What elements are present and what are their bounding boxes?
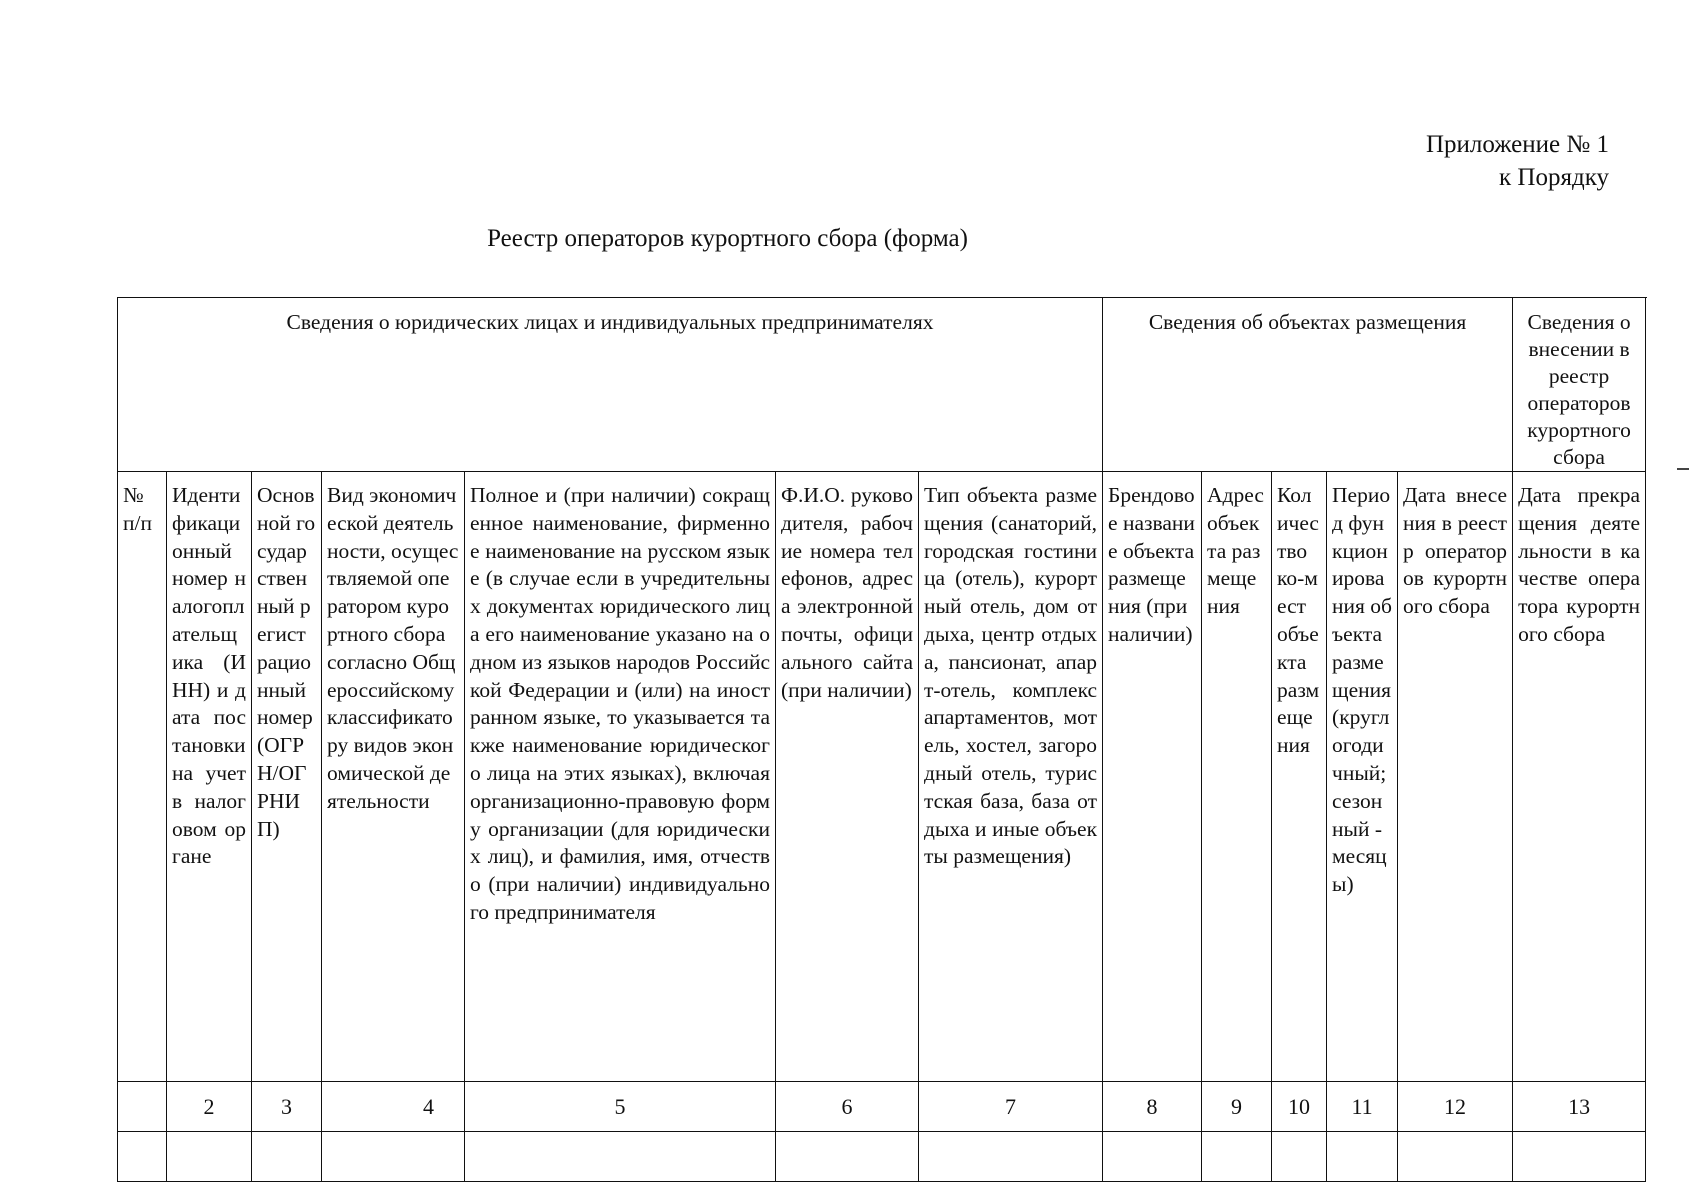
group-header-row (118, 298, 1646, 472)
column-number-row (118, 1082, 1646, 1132)
column-header-row (118, 472, 1646, 1082)
col-header-ogrn: Основной государственный регистрационный номер (ОГРН/ОГРНИП) (252, 472, 322, 1082)
col-number: 6 (776, 1082, 919, 1132)
col-number: 5 (465, 1082, 776, 1132)
col-header-operation-period: Период функционирования объекта размещения (круглогодичный; сезонный - месяцы) (1327, 472, 1398, 1082)
empty-cell (776, 1132, 919, 1182)
margin-tick-mark (1677, 468, 1689, 470)
group-accommodation-objects: Сведения об объектах размещения (1103, 298, 1513, 472)
col-number: 4 (322, 1082, 465, 1132)
col-header-bed-count: Количество ко-мест объекта размещения (1272, 472, 1327, 1082)
empty-cell (1202, 1132, 1272, 1182)
empty-cell (322, 1132, 465, 1182)
empty-cell (465, 1132, 776, 1182)
col-number: 9 (1202, 1082, 1272, 1132)
appendix-reference: к Порядку (1499, 164, 1609, 191)
col-number: 8 (1103, 1082, 1202, 1132)
col-header-inclusion-date: Дата внесения в реестр операторов курортного сбора (1398, 472, 1513, 1082)
group-legal-entities: Сведения о юридических лицах и индивидуальных предпринимателях (118, 298, 1103, 472)
col-number: 3 (252, 1082, 322, 1132)
col-header-inn: Идентификационный номер налогоплательщика (ИНН) и дата постановки на учет в налоговом органе (167, 472, 252, 1082)
col-number: 7 (919, 1082, 1103, 1132)
col-number: 12 (1398, 1082, 1513, 1132)
col-number: 2 (167, 1082, 252, 1132)
empty-cell (167, 1132, 252, 1182)
empty-cell (252, 1132, 322, 1182)
col-header-number: № п/п (118, 472, 167, 1082)
col-number (118, 1082, 167, 1132)
empty-cell (919, 1132, 1103, 1182)
document-title: Реестр операторов курортного сбора (форма) (487, 225, 968, 252)
col-number: 13 (1513, 1082, 1646, 1132)
appendix-number: Приложение № 1 (1425, 131, 1609, 158)
appendix-caption (1426, 128, 1609, 194)
empty-data-row (118, 1132, 1646, 1182)
col-header-activity-type: Вид экономической деятельности, осуществляемой оператором курортного сбора согласно Общероссийскому классификатору видов экономической деятельности (322, 472, 465, 1082)
col-header-termination-date: Дата прекращения деятельности в качестве оператора курортного сбора (1513, 472, 1646, 1082)
empty-cell (1327, 1132, 1398, 1182)
col-header-manager-contacts: Ф.И.О. руководителя, рабочие номера телефонов, адреса электронной почты, официального сайта (при наличии) (776, 472, 919, 1082)
registry-table (117, 297, 1646, 1182)
empty-cell (1103, 1132, 1202, 1182)
empty-cell (118, 1132, 167, 1182)
col-header-object-type: Тип объекта размещения (санаторий, городская гостиница (отель), курортный отель, дом отдыха, центр отдыха, пансионат, апарт-отель, комплекс апартаментов, мотель, хостел, загородный отель, туристская база, база отдыха и иные объекты размещения) (919, 472, 1103, 1082)
empty-cell (1513, 1132, 1646, 1182)
empty-cell (1272, 1132, 1327, 1182)
col-header-full-name: Полное и (при наличии) сокращенное наименование, фирменное наименование на русском языке (в случае если в учредительных документах юридического лица его наименование указано на одном из языков народов Российской Федерации и (или) на иностранном языке, то указывается также наименование юридического лица на этих языках), включая организационно-правовую форму организации (для юридических лиц), и фамилия, имя, отчество (при наличии) индивидуального предпринимателя (465, 472, 776, 1082)
col-header-brand-name: Брендовое название объекта размещения (при наличии) (1103, 472, 1202, 1082)
col-header-address: Адрес объекта размещения (1202, 472, 1272, 1082)
col-number: 11 (1327, 1082, 1398, 1132)
group-registry-inclusion: Сведения о внесении в реестр операторов курортного сбора (1513, 298, 1646, 472)
col-number: 10 (1272, 1082, 1327, 1132)
empty-cell (1398, 1132, 1513, 1182)
